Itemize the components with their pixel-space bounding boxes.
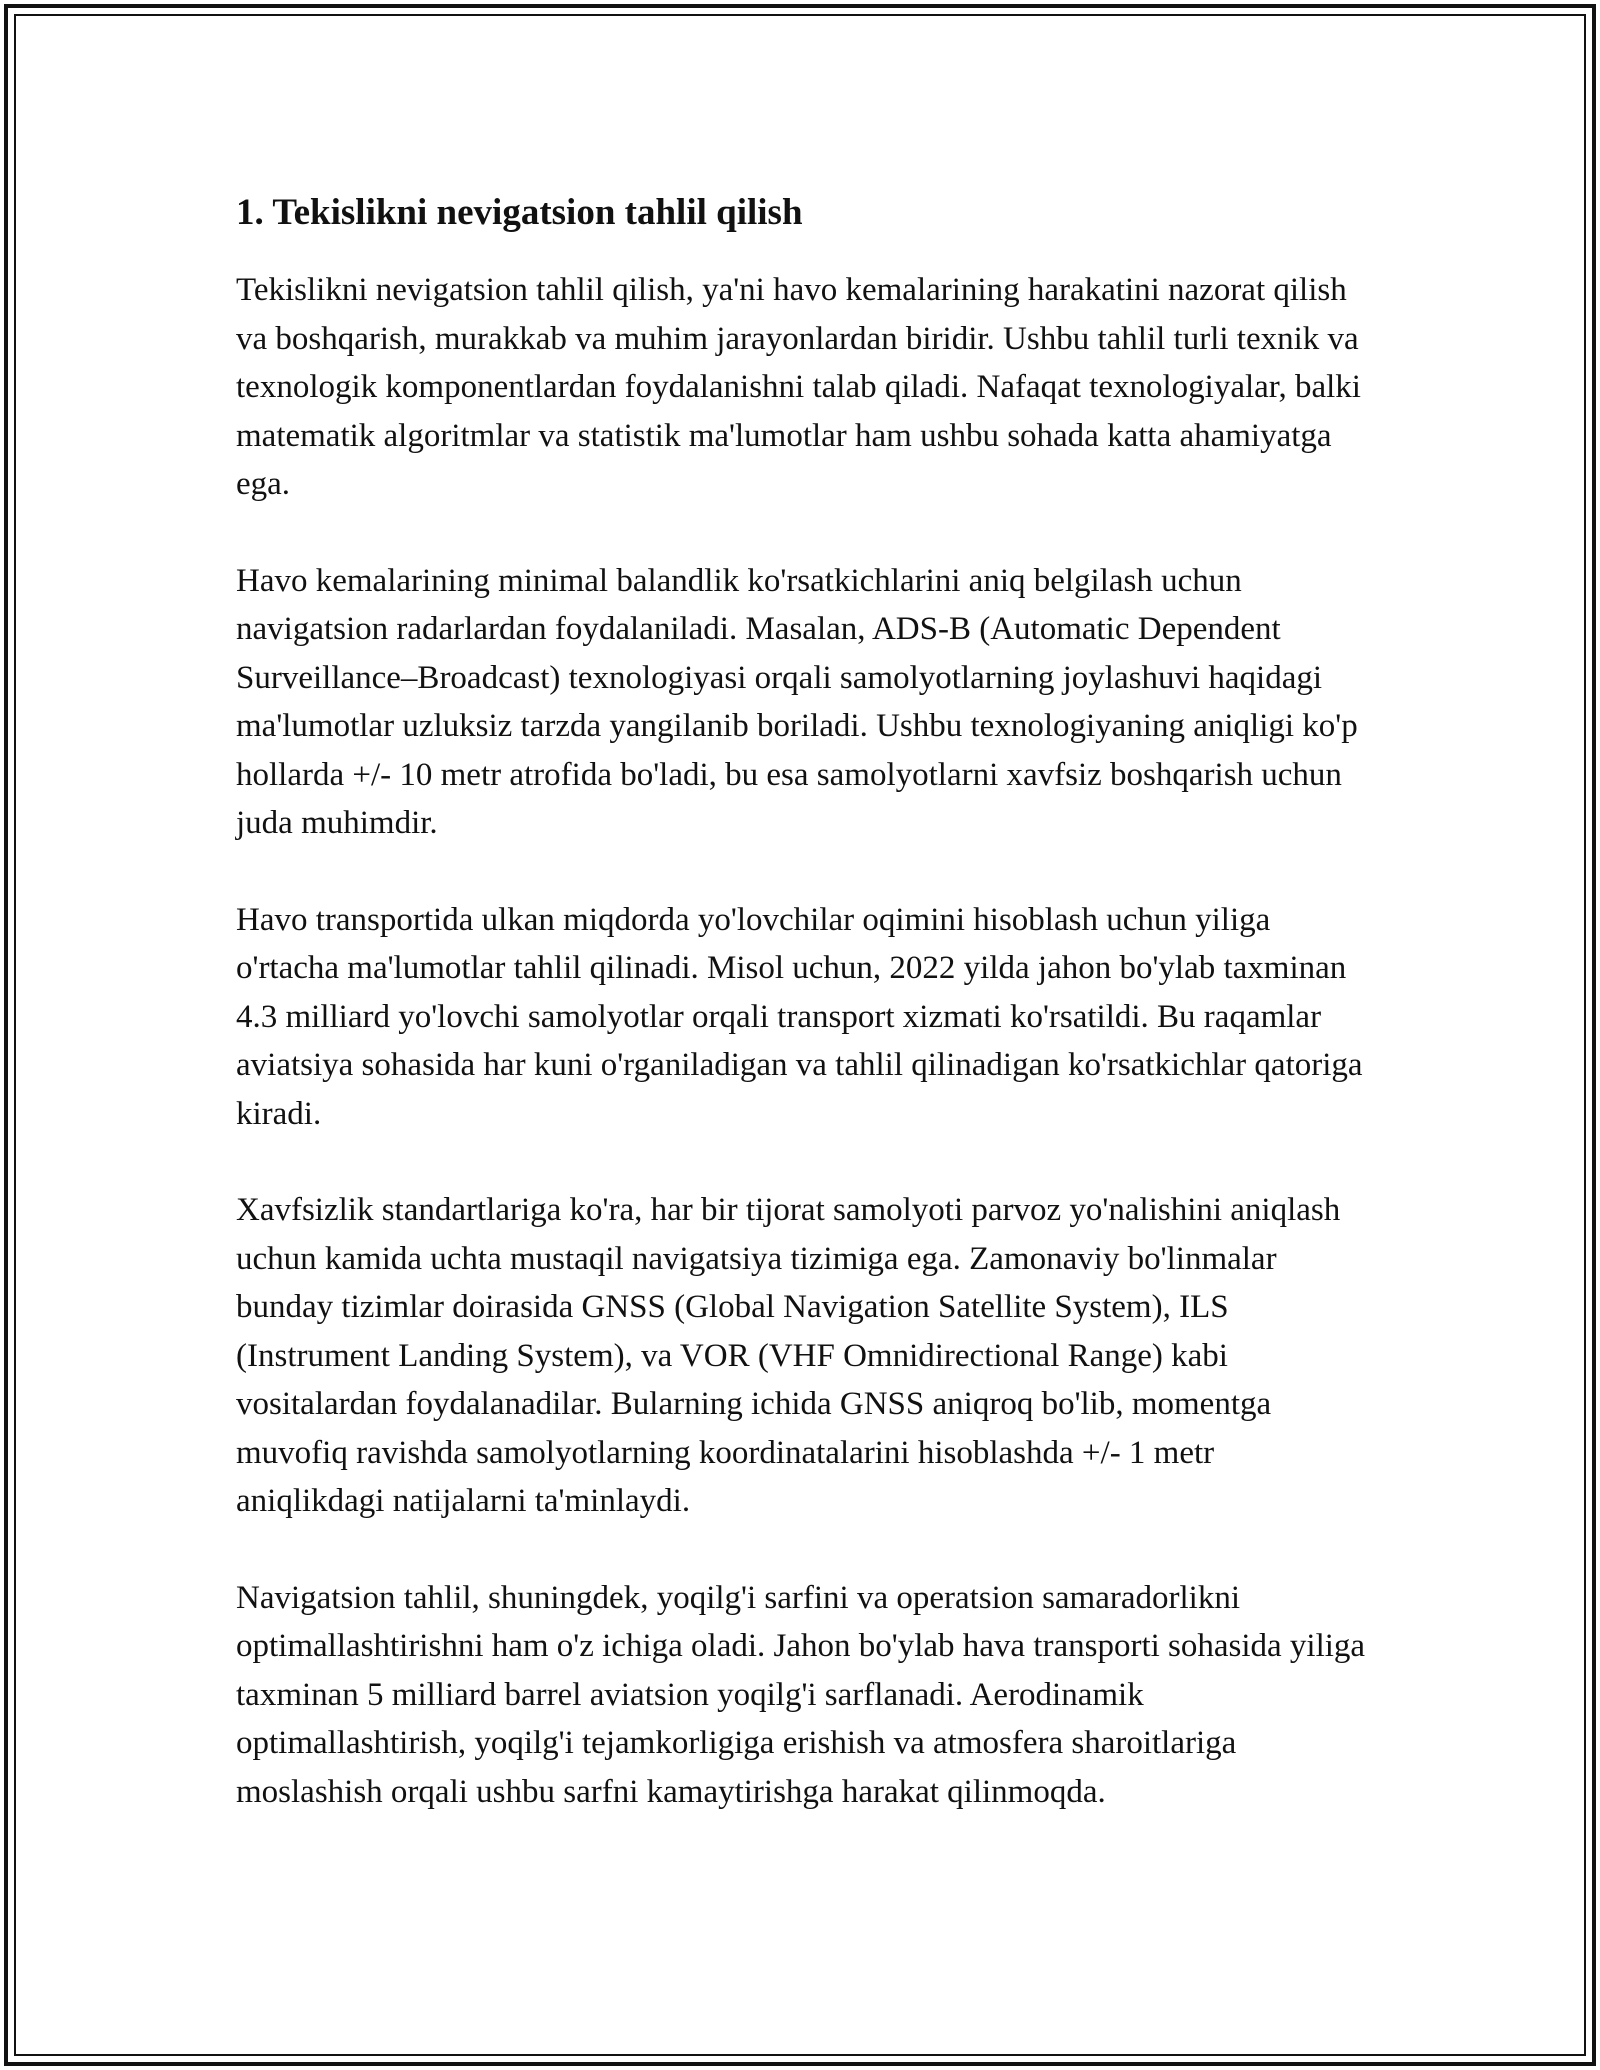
paragraph-2: Havo kemalarining minimal balandlik ko'rsatkichlarini aniq belgilash uchun navigatsion radarlardan foydalaniladi. Masalan, ADS-B (Automatic Dependent Surveillance–Broadcast) texnologiyasi orqali samolyotlarning joylashuvi haqidagi ma'lumotlar uzluksiz tarzda yangilanib boriladi. Ushbu texnologiyaning aniqligi ko'p hollarda +/- 10 metr atrofida bo'ladi, bu esa samolyotlarni xavfsiz boshqarish uchun juda muhimdir. [236, 562, 1358, 841]
paragraph-5: Navigatsion tahlil, shuningdek, yoqilg'i sarfini va operatsion samaradorlikni optimallashtirishni ham o'z ichiga oladi. Jahon bo'ylab hava transporti sohasida yiliga taxminan 5 milliard barrel aviatsion yoqilg'i sarflanadi. Aerodinamik optimallashtirish, yoqilg'i tejamkorligiga erishish va atmosfera sharoitlariga moslashish orqali ushbu sarfni kamaytirishga harakat qilinmoqda. [236, 1579, 1366, 1810]
paragraph-3: Havo transportida ulkan miqdorda yo'lovchilar oqimini hisoblash uchun yiliga o'rtacha ma'lumotlar tahlil qilinadi. Misol uchun, 2022 yilda jahon bo'ylab taxminan 4.3 milliard yo'lovchi samolyotlar orqali transport xizmati ko'rsatildi. Bu raqamlar aviatsiya sohasida har kuni o'rganiladigan va tahlil qilinadigan ko'rsatkichlar qatoriga kiradi. [236, 901, 1363, 1132]
document-body [236, 188, 1366, 1864]
paragraph-1: Tekislikni nevigatsion tahlil qilish, ya'ni havo kemalarining harakatini nazorat qilish va boshqarish, murakkab va muhim jarayonlardan biridir. Ushbu tahlil turli texnik va texnologik komponentlardan foydalanishni talab qiladi. Nafaqat texnologiyalar, balki matematik algoritmlar va statistik ma'lumotlar ham ushbu sohada katta ahamiyatga ega. [236, 272, 1361, 502]
section-heading: 1. Tekislikni nevigatsion tahlil qilish [236, 192, 803, 233]
paragraph-4: Xavfsizlik standartlariga ko'ra, har bir tijorat samolyoti parvoz yo'nalishini aniqlash uchun kamida uchta mustaqil navigatsiya tizimiga ega. Zamonaviy bo'linmalar bunday tizimlar doirasida GNSS (Global Navigation Satellite System), ILS (Instrument Landing System), va VOR (VHF Omnidirectional Range) kabi vositalardan foydalanadilar. Bularning ichida GNSS aniqroq bo'lib, momentga muvofiq ravishda samolyotlarning koordinatalarini hisoblashda +/- 1 metr aniqlikdagi natijalarni ta'minlaydi. [236, 1192, 1341, 1519]
